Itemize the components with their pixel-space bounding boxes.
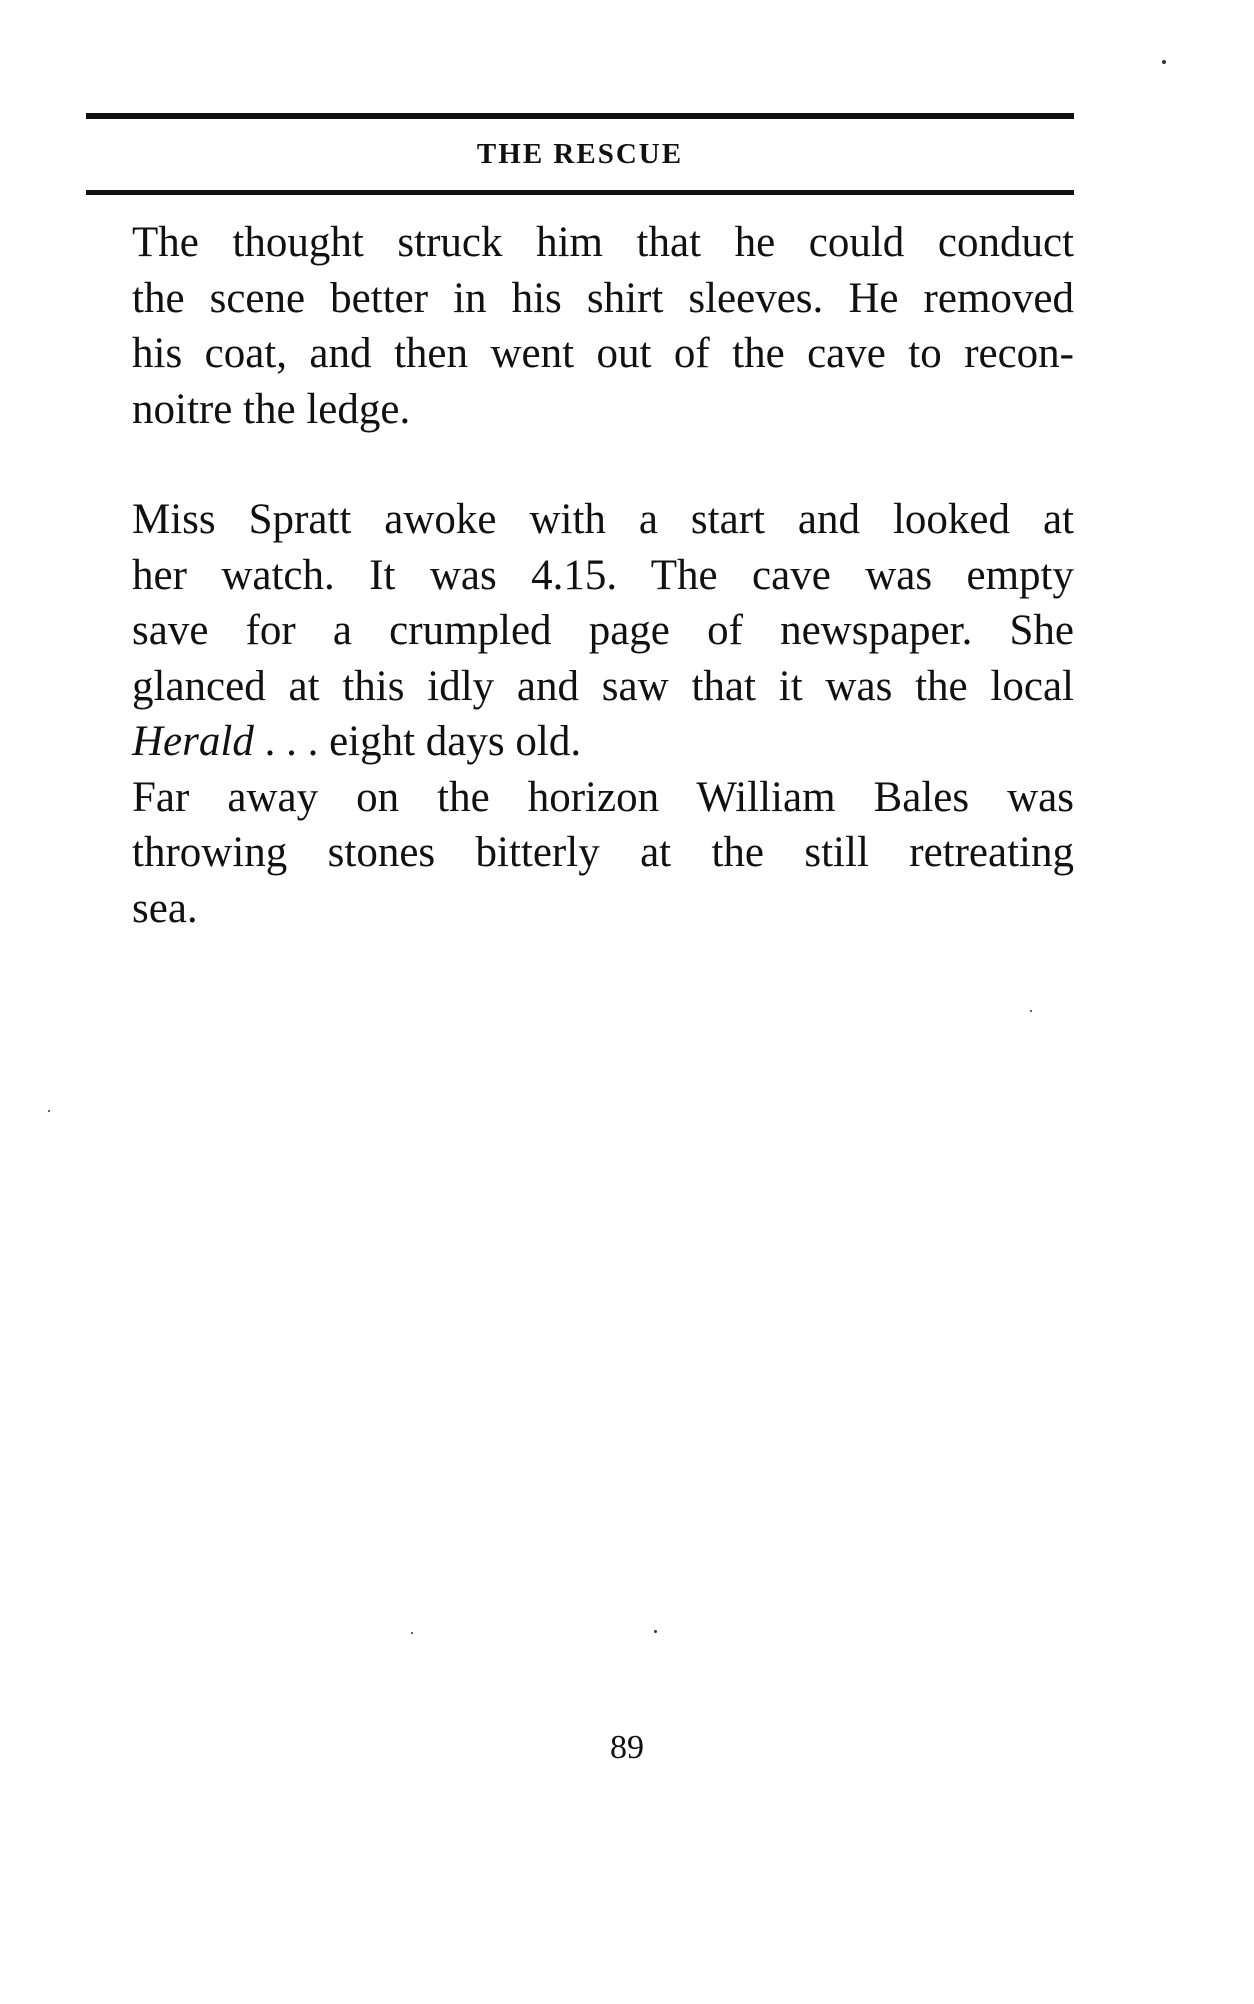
paragraph-2 (86, 492, 1074, 770)
text-line: her watch. It was 4.15. The cave was empty (132, 551, 1074, 599)
text-line (86, 714, 1074, 770)
text-line: his coat, and then went out of the cave to recon- (132, 330, 1074, 377)
print-speck (411, 1632, 413, 1634)
body-text (86, 215, 1074, 936)
header-rule-top (86, 113, 1074, 119)
text-line: Far away on the horizon William Bales was (132, 773, 1074, 821)
text-line: throwing stones bitterly at the still retreating (132, 829, 1074, 876)
text-line: sea. (132, 884, 198, 932)
print-speck (1030, 1010, 1032, 1012)
italic-title: Herald (132, 718, 254, 765)
running-head: THE RESCUE (476, 138, 684, 170)
print-speck (654, 1630, 657, 1633)
text-line: glanced at this idly and saw that it was the local (132, 662, 1074, 710)
paragraph-3 (86, 770, 1074, 937)
text-line: Miss Spratt awoke with a start and looked at (132, 496, 1074, 543)
print-speck (1162, 60, 1166, 64)
header-rule-bottom (86, 190, 1074, 195)
text-line: noitre the ledge. (132, 385, 411, 433)
page-number: 89 (610, 1729, 644, 1766)
paragraph-1 (86, 215, 1074, 437)
print-speck (48, 1110, 50, 1112)
text-line: The thought struck him that he could conduct (132, 219, 1074, 266)
text-fragment: . . . eight days old. (253, 718, 582, 765)
text-line: save for a crumpled page of newspaper. She (132, 607, 1074, 654)
text-line: the scene better in his shirt sleeves. He removed (132, 274, 1074, 322)
